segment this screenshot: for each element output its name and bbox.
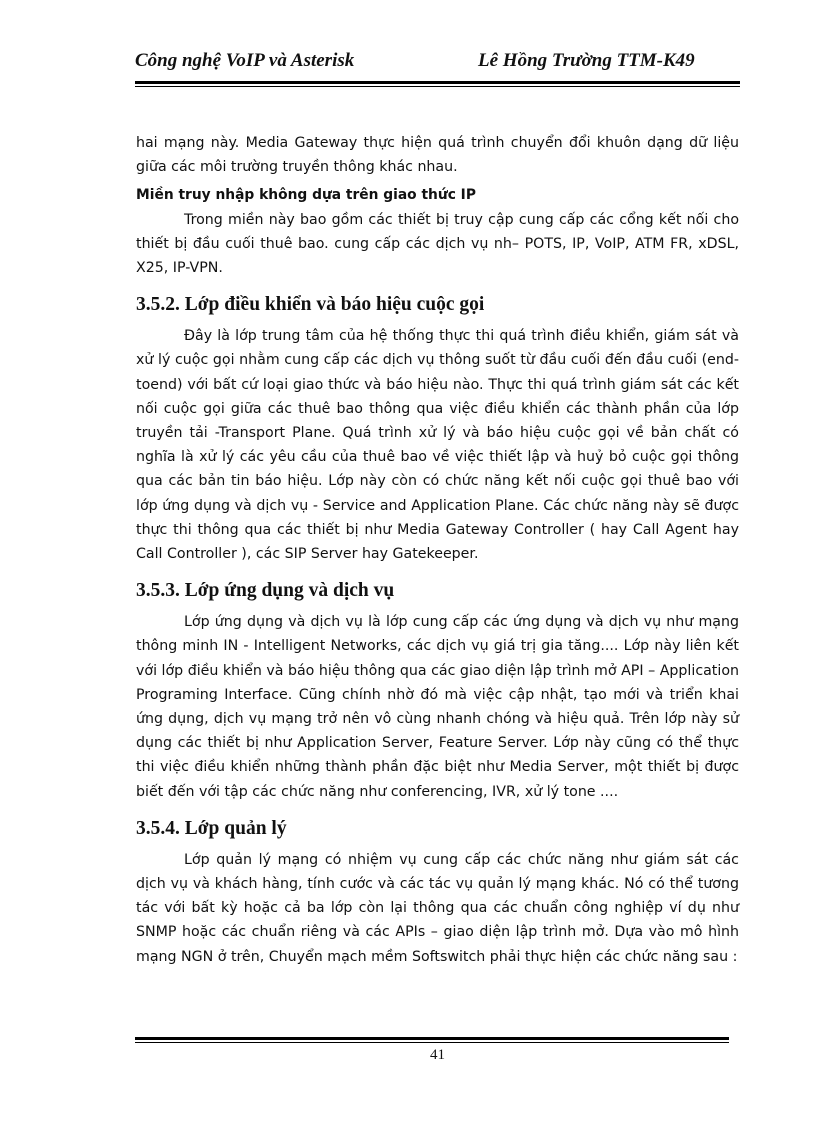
- section-title-3-5-4: 3.5.4. Lớp quản lý: [136, 817, 287, 839]
- section-text-3-5-3: Lớp ứng dụng và dịch vụ là lớp cung cấp các ứng dụng và dịch vụ như mạng thông minh IN - Intelligent Networks, các dịch vụ giá trị gia tăng.... Lớp này liên kết với lớp điều khiển và báo hiệu thông qua các giao diện lập trình mở API – Application Programing Interface. Cũng chính nhờ đó mà việc cập nhật, tạo mới và triển khai ứng dụng, dịch vụ mạng trở nên vô cùng nhanh chóng và hiệu quả. Trên lớp này sử dụng các thiết bị như Application Server, Feature Server. Lớp này cũng có thể thực thi việc điều khiển những thành phần đặc biệt như Media Server, một thiết bị được biết đến với tập các chức năng như conferencing, IVR, xử lý tone ....: [136, 614, 739, 800]
- paragraph-non-ip-access: Trong miền này bao gồm các thiết bị truy cập cung cấp các cổng kết nối cho thiết bị đầu cuối thuê bao. cung cấp các dịch vụ nh– POTS, IP, VoIP, ATM FR, xDSL, X25, IP-VPN.: [136, 211, 739, 277]
- section-text-3-5-4: Lớp quản lý mạng có nhiệm vụ cung cấp các chức năng như giám sát các dịch vụ và khách hàng, tính cước và các tác vụ quản lý mạng khác. Nó có thể tương tác với bất kỳ hoặc cả ba lớp còn lại thông qua các chuẩn công nghiệp ví dụ như SNMP hoặc các chuẩn riêng và các APIs – giao diện lập trình mở. Dựa vào mô hình mạng NGN ở trên, Chuyển mạch mềm Softswitch phải thực hiện các chức năng sau :: [136, 851, 739, 965]
- header-rule-thin: [135, 86, 740, 87]
- header-author: Lê Hồng Trường TTM-K49: [478, 50, 695, 71]
- subheading-non-ip-access: Miền truy nhập không dựa trên giao thức IP: [136, 187, 476, 204]
- header-document-title: Công nghệ VoIP và Asterisk: [135, 50, 355, 71]
- section-title-3-5-3: 3.5.3. Lớp ứng dụng và dịch vụ: [136, 580, 395, 602]
- page-number: 41: [430, 1047, 445, 1063]
- section-text-3-5-2: Đây là lớp trung tâm của hệ thống thực thi quá trình điều khiển, giám sát và xử lý cuộc gọi nhằm cung cấp các dịch vụ thông suốt từ đầu cuối đến đầu cuối (end-toend) với bất cứ loại giao thức và báo hiệu nào. Thực thi quá trình giám sát các kết nối cuộc gọi giữa các thuê bao thông qua việc điều khiển các thành phần của lớp truyền tải -Transport Plane. Quá trình xử lý và báo hiệu cuộc gọi về bản chất có nghĩa là xử lý các yêu cầu của thuê bao về việc thiết lập và huỷ bỏ cuộc gọi thông qua các bản tin báo hiệu. Lớp này còn có chức năng kết nối cuộc gọi thuê bao với lớp ứng dụng và dịch vụ - Service and Application Plane. Các chức năng này sẽ được thực thi thông qua các thiết bị như Media Gateway Controller ( hay Call Agent hay Call Controller ), các SIP Server hay Gatekeeper.: [136, 328, 739, 563]
- section-title-3-5-2: 3.5.2. Lớp điều khiển và báo hiệu cuộc gọi: [136, 294, 485, 316]
- running-header: [135, 50, 740, 76]
- footer-rule-thin: [135, 1042, 729, 1043]
- header-rule-thick: [135, 81, 740, 84]
- page-body: [136, 131, 739, 969]
- paragraph-continuation: hai mạng này. Media Gateway thực hiện quá trình chuyển đổi khuôn dạng dữ liệu giữa các môi trường truyền thông khác nhau.: [136, 135, 739, 176]
- footer-rule-thick: [135, 1037, 729, 1040]
